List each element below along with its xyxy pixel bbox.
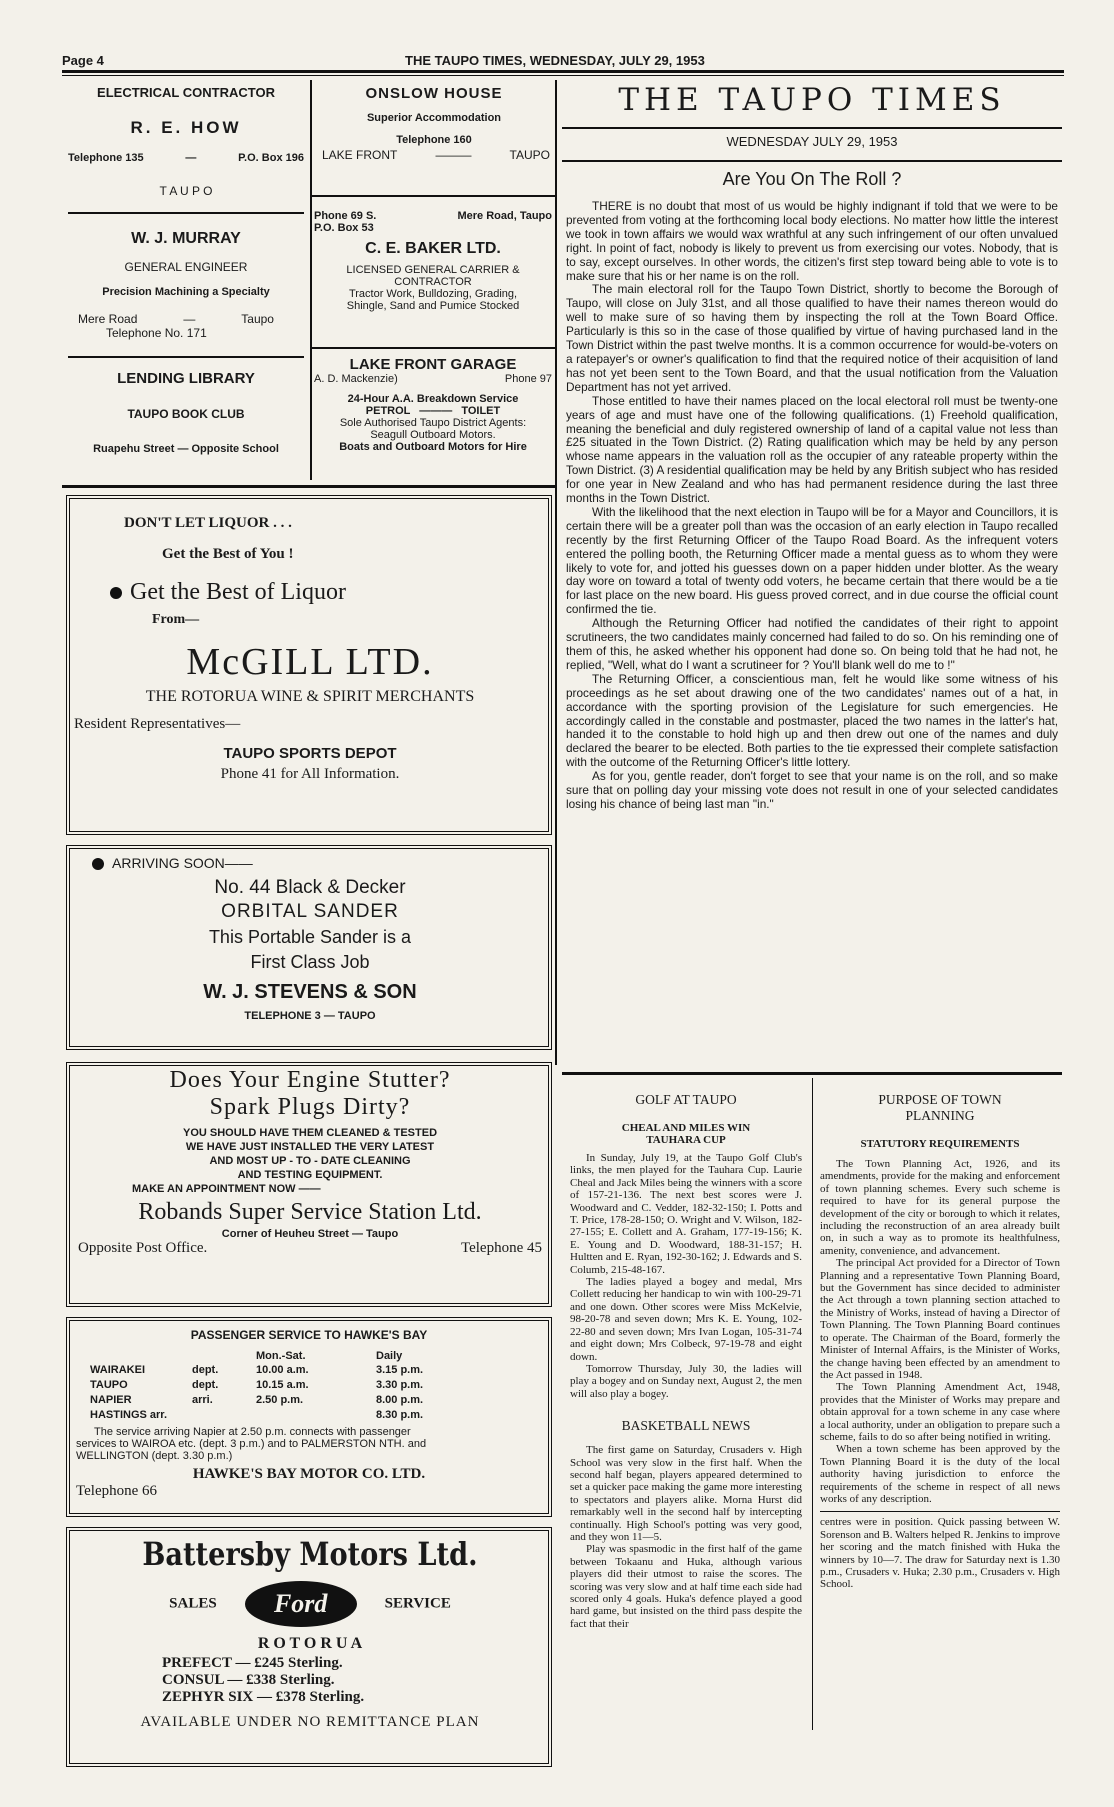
editorial-headline: Are You On The Roll ? [722, 169, 902, 189]
planning-sub: STATUTORY REQUIREMENTS [860, 1138, 1020, 1150]
paragraph: THERE is no doubt that most of us would be highly indignant if told that we were to be prevented from voting at the forthcoming local body elections. No matter how little the interest we took in town affairs we would wax wrathful at any such infringement of our often unvalued right. In point of fact, nobody is likely to prevent us from exercising our votes. Nobody, that is to say, except ourselves. In other words, the citizen's first step toward being able to vote is to make sure that his or her name is on the roll. [566, 199, 1058, 283]
murray-address: Mere Road [78, 312, 138, 326]
paragraph: The Town Planning Act, 1926, and its amendments, provide for the making and enforcement of town planning schemes. Every such scheme is required to have for its general purpose the development of the city or borough to which it relates, including the reconstruction of an area already built on, in such a way as to promote its healthfulness, amenity, convenience, and advancement. [820, 1158, 1060, 1257]
murray-dash: — [183, 312, 196, 326]
murray-name: W. J. MURRAY [131, 230, 241, 247]
paragraph: The main electoral roll for the Taupo Town District, shortly to become the Borough of Taupo, will close on July 31st, and all those qualified to have their names thereon would do well to make sure of so having them by inspecting the roll at the Town Board Office. Particularly is this so in the case of those qualified by virtue of having purchased land in the Town District within the past twelve months. It is a common occurrence for would-be-voters on a ratepayer's or owner's qualification to find that the required notice of their acquisition of land has not yet been sent to the Town Board, and that the usual notification from the Valuation Department has not yet arrived. [566, 282, 1058, 394]
paragraph: As for you, gentle reader, don't forget to see that your name is on the roll, and so make sure that on polling day your missing vote does not result in one of your selected candidates losing his chance of being last man "in." [566, 769, 1058, 811]
onslow-tagline: Superior Accommodation [366, 112, 502, 124]
stevens-line4: This Portable Sander is a [208, 927, 412, 947]
baker-address: Mere Road, Taupo [457, 210, 552, 222]
robands-line1: Does Your Engine Stutter? [169, 1067, 451, 1093]
mcgill-line4: From— [152, 612, 200, 627]
stevens-line5: First Class Job [250, 952, 370, 972]
divider [820, 1511, 1060, 1512]
stevens-ad-content [74, 855, 546, 1022]
golf-title: GOLF AT TAUPO [635, 1092, 737, 1107]
paragraph: Play was spasmodic in the first half of the game between Tokaanu and Huka, although various players did their utmost to raise the scores. The scoring was very slow and at half time each side had scored only 4 goals. Huka's defence played a good hard game, but insisted on the third pass despite the fact that their [570, 1543, 802, 1630]
electrical-name: R. E. HOW [130, 118, 242, 137]
paragraph: The ladies played a bogey and medal, Mrs Collett reducing her handicap to win with 100-29-71 and one down. Other scores were Miss McKelvie, 98-20-78 and seven down; Mrs K. E. Young, 102-22-80 and seven down; Mrs Ivan Logan, 105-31-74 and eight down; Mrs Colbeck, 97-19-78 and eight down. [570, 1276, 802, 1363]
basketball-body [570, 1444, 802, 1630]
timetable-t2: 8.00 p.m. [376, 1394, 424, 1406]
onslow-name: ONSLOW HOUSE [365, 85, 503, 102]
battersby-service: SERVICE [384, 1595, 451, 1612]
robands-line2: Spark Plugs Dirty? [209, 1094, 411, 1120]
divider [562, 127, 1062, 129]
golf-body [570, 1152, 802, 1400]
robands-corner: Corner of Heuheu Street — Taupo [221, 1228, 399, 1240]
stevens-line3: ORBITAL SANDER [221, 901, 399, 922]
battersby-city: R O T O R U A [257, 1635, 363, 1652]
planning-title1: PURPOSE OF TOWN [878, 1092, 1002, 1107]
timetable-kind: arri. [192, 1394, 213, 1406]
paragraph: Although the Returning Officer had notified the candidates of their right to appoint scrutineers, the two candidates mainly concerned had failed to do so. On his reminding one of them of this, he asked whether his opponent had done so. On being told that he had not, he replied, "Well, what do I want a scrutineer for ? You'll blank well do me to !" [566, 616, 1058, 672]
murray-specialty: Precision Machining a Specialty [102, 286, 270, 298]
timetable-t2: 8.30 p.m. [376, 1409, 424, 1421]
planning-body [820, 1158, 1060, 1505]
garage-service: 24-Hour A.A. Breakdown Service [347, 393, 519, 405]
stevens-line2: No. 44 Black & Decker [214, 877, 406, 898]
mcgill-phone: Phone 41 for All Information. [220, 766, 400, 782]
planning-title2: PLANNING [905, 1108, 975, 1123]
basketball-title: BASKETBALL NEWS [621, 1418, 751, 1434]
timetable-row [76, 1409, 542, 1424]
mcgill-sub: THE ROTORUA WINE & SPIRIT MERCHANTS [145, 688, 475, 705]
robands-ad-content [78, 1067, 542, 1257]
timetable-place: TAUPO [90, 1379, 128, 1391]
masthead-title: THE TAUPO TIMES, WEDNESDAY, JULY 29, 1953 [405, 53, 705, 68]
paragraph: The principal Act provided for a Director of Town Planning and a representative Town Planning Board, but the Government has since decided to administer the Act through a town planning section attached to the Ministry of Works, instead of having a Director of Town Planning. The Town Planning Board continues to operate. The Chairman of the Board, formerly the Minister of Internal Affairs, is the Minister of Works, the change having been effected by an amendment to the Act passed in 1948. [820, 1257, 1060, 1381]
robands-line4: WE HAVE JUST INSTALLED THE VERY LATEST [185, 1141, 435, 1153]
electrical-phone: Telephone 135 [68, 152, 144, 164]
planning-article [820, 1092, 1060, 1591]
masthead-rule [62, 70, 1064, 73]
garage-owner: A. D. Mackenzie) [314, 373, 398, 385]
divider [562, 160, 1062, 162]
battersby-name: Battersby Motors Ltd. [142, 1535, 478, 1573]
robands-phone: Telephone 45 [460, 1240, 542, 1256]
electrical-dash: — [185, 152, 197, 164]
garage-dash: ——— [419, 405, 453, 417]
electrical-contractor-ad [68, 85, 304, 198]
mcgill-rep: Resident Representatives— [74, 716, 241, 732]
column-divider [812, 1078, 813, 1730]
onslow-house-ad [318, 85, 550, 162]
timetable [76, 1364, 542, 1424]
battersby-p1: PREFECT — £245 Sterling. [162, 1655, 343, 1671]
hawkes-bay-content [76, 1328, 542, 1500]
timetable-t1: 10.15 a.m. [256, 1379, 309, 1391]
paragraph: The first game on Saturday, Crusaders v. High School was very slow in the first half. When the second half began, players appeared determined to set a quicker pace making the game more interesting to spectators and players alike. Morna Hurst did remarkably well in the second half by intercepting continually. High School's potting was very good, and they won 11—5. [570, 1444, 802, 1543]
murray-town: Taupo [241, 312, 274, 326]
baker-line4: Shingle, Sand and Pumice Stocked [346, 300, 520, 312]
timetable-row [76, 1364, 542, 1379]
battersby-p3: ZEPHYR SIX — £378 Sterling. [162, 1689, 365, 1705]
mcgill-depot: TAUPO SPORTS DEPOT [223, 745, 397, 762]
paragraph: Tomorrow Thursday, July 30, the ladies will play a bogey and on Sunday next, August 2, the men will also play a bogey. [570, 1362, 802, 1400]
hawkes-heading: PASSENGER SERVICE TO HAWKE'S BAY [190, 1328, 428, 1342]
hawkes-phone: Telephone 66 [76, 1483, 158, 1499]
baker-line2: CONTRACTOR [394, 276, 472, 288]
hawkes-note2: services to WAIROA etc. (dept. 3 p.m.) and to PALMERSTON NTH. and [76, 1438, 427, 1450]
mcgill-name: McGILL LTD. [186, 641, 434, 683]
timetable-row [76, 1394, 542, 1409]
divider [68, 212, 304, 214]
electrical-town: T A U P O [159, 184, 213, 198]
garage-agents1: Sole Authorised Taupo District Agents: [339, 417, 527, 429]
hawkes-name: HAWKE'S BAY MOTOR CO. LTD. [192, 1466, 426, 1482]
stevens-line1: ARRIVING SOON—— [112, 855, 253, 871]
garage-phone: Phone 97 [504, 373, 552, 385]
robands-line6: AND TESTING EQUIPMENT. [237, 1169, 383, 1181]
page-number: Page 4 [62, 53, 104, 68]
editorial-body [566, 200, 1058, 812]
divider [62, 485, 555, 488]
garage-toilet: TOILET [461, 405, 501, 417]
paragraph: In Sunday, July 19, at the Taupo Golf Club's links, the men played for the Tauhara Cup. Laurie Cheal and Jack Miles being the winners with a score of 157-21-136. The next best scores were J. Woodward and C. Vedder, 182-32-150; I. Potts and T. Price, 178-28-150; O. Wright and V. Wilson, 182-27-155; E. Collett and A. Graham, 177-19-156; K. E. Young and D. Woodward, 188-31-157; H. Hultten and E. Ryan, 192-30-162; J. Edwards and S. Columb, 215-48-167. [570, 1152, 802, 1276]
timetable-place: WAIRAKEI [90, 1364, 145, 1376]
baker-ad [314, 210, 552, 312]
onslow-dash: ——— [435, 148, 472, 162]
timetable-place: NAPIER [90, 1394, 132, 1406]
garage-agents2: Seagull Outboard Motors. [370, 429, 496, 441]
column-divider [555, 80, 557, 1065]
column-divider [310, 80, 312, 480]
bullet-icon [110, 587, 122, 599]
paragraph: The Town Planning Amendment Act, 1948, provides that the Minister of Works may prepare and obtain approval for a town scheme in any case where a local authority, under an obligation to prepare such a scheme, fails to do so after being notified in writing. [820, 1381, 1060, 1443]
timetable-t1: 2.50 p.m. [256, 1394, 304, 1406]
timetable-row [76, 1379, 542, 1394]
paragraph: When a town scheme has been approved by the Town Planning Board it is the duty of the local authority having jurisdiction to enforce the requirements of the scheme in respect of all news works of any description. [820, 1443, 1060, 1505]
divider [68, 356, 304, 358]
onslow-location: LAKE FRONT [322, 148, 398, 162]
masthead-rule-thin [62, 75, 1064, 76]
divider [312, 347, 555, 349]
murray-phone: Telephone No. 171 [106, 326, 207, 340]
hawkes-note3: WELLINGTON (dept. 3.30 p.m.) [76, 1450, 233, 1462]
mcgill-ad-content [74, 515, 546, 783]
hawkes-note1: The service arriving Napier at 2.50 p.m. connects with passenger [94, 1426, 411, 1438]
library-address: Ruapehu Street — Opposite School [93, 443, 279, 455]
baker-line3: Tractor Work, Bulldozing, Grading, [348, 288, 518, 300]
garage-name: LAKE FRONT GARAGE [349, 356, 517, 373]
baker-box: P.O. Box 53 [314, 222, 374, 234]
garage-hire: Boats and Outboard Motors for Hire [339, 441, 527, 453]
timetable-t1: 10.00 a.m. [256, 1364, 309, 1376]
mcgill-line2: Get the Best of You ! [162, 546, 294, 562]
electrical-heading: ELECTRICAL CONTRACTOR [97, 85, 275, 100]
robands-line3: YOU SHOULD HAVE THEM CLEANED & TESTED [182, 1127, 438, 1139]
ford-logo: Ford [245, 1581, 357, 1627]
timetable-kind: dept. [192, 1379, 219, 1391]
editorial-date: WEDNESDAY JULY 29, 1953 [726, 134, 898, 149]
lake-front-garage-ad [314, 356, 552, 453]
library-ad [68, 370, 304, 455]
divider [562, 1072, 1062, 1075]
mcgill-line3: Get the Best of Liquor [130, 579, 346, 605]
divider [312, 195, 555, 197]
timetable-kind: dept. [192, 1364, 219, 1376]
paragraph: With the likelihood that the next election in Taupo will be for a Mayor and Councillors, it is certain there will be a greater poll than was the occasion of an early election in Taupo recalled recently by the first Returning Officer of the Taupo Road Board. As the infrequent voters entered the polling booth, the Returning Officer made a mental guess as to whom they were likely to vote for, and jotted his guesses down on a paper hidden under blotter. As the weary day wore on toward a total of twenty odd voters, he became certain that there would be a tie for last place on the new board. His guess proved correct, and in due course the official count confirmed the tie. [566, 504, 1058, 617]
golf-article [570, 1092, 802, 1630]
paragraph: Those entitled to have their names placed on the local electoral roll must be twenty-one years of age and must have one of the following qualifications. (1) Freehold qualification, meaning the beneficial and duly registered ownership of land of a capital value not less than £25 situated in the Town District. (2) Rating qualification which may be held by any person whose name appears in the valuation roll as the occupier of any rateable property within the Town District. (3) A residential qualification may be held by any British subject who has resided for one year in New Zealand and who has had permanent residence during the last three months in the Town District. [566, 393, 1058, 506]
hawkes-col2: Daily [376, 1350, 403, 1362]
timetable-place: HASTINGS arr. [90, 1409, 168, 1421]
battersby-footer: AVAILABLE UNDER NO REMITTANCE PLAN [140, 1714, 480, 1730]
baker-line1: LICENSED GENERAL CARRIER & [346, 264, 520, 276]
timetable-t2: 3.15 p.m. [376, 1364, 424, 1376]
murray-trade: GENERAL ENGINEER [124, 260, 248, 274]
paragraph: The Returning Officer, a conscientious man, felt he would like some witness of his proceedings as he set about drawing one of the two candidates' names out of a hat, in accordance with the sporting provision of the Legislature for such emergencies. He accordingly called in the constable and postmaster, placed the two names in the latter's hat, handed it to the constable to hold high up and then drew out one of the names and duly declared the bearer to be elected. Both parties to the tie expressed their complete satisfaction with the outcome of the Returning Officer's little lottery. [566, 671, 1058, 770]
robands-name: Robands Super Service Station Ltd. [138, 1199, 482, 1225]
robands-line7: MAKE AN APPOINTMENT NOW —— [132, 1183, 321, 1195]
basketball-continued: centres were in position. Quick passing between W. Sorenson and B. Walters helped R. Jenkins to improve her scoring and the match finished with Huka the winners by 10—7. The draw for Saturday next is 1.30 p.m., Crusaders v. Huka; 2.30 p.m., Crusaders v. High School. [820, 1516, 1060, 1591]
murray-ad [68, 230, 304, 340]
baker-phone: Phone 69 S. [314, 210, 377, 222]
mcgill-line1: DON'T LET LIQUOR . . . [124, 515, 292, 531]
baker-name: C. E. BAKER LTD. [365, 240, 501, 257]
golf-sub2: TAUHARA CUP [646, 1134, 726, 1146]
battersby-sales: SALES [169, 1595, 217, 1612]
bullet-icon [92, 858, 104, 870]
onslow-town: TAUPO [509, 148, 550, 162]
battersby-content [74, 1535, 546, 1731]
stevens-name: W. J. STEVENS & SON [203, 981, 417, 1003]
garage-petrol: PETROL [365, 405, 411, 417]
electrical-box: P.O. Box 196 [238, 152, 304, 164]
library-name: LENDING LIBRARY [117, 370, 255, 387]
hawkes-col1: Mon.-Sat. [256, 1350, 306, 1362]
robands-opposite: Opposite Post Office. [78, 1240, 208, 1256]
onslow-phone: Telephone 160 [396, 134, 472, 146]
library-club: TAUPO BOOK CLUB [127, 407, 245, 421]
battersby-p2: CONSUL — £338 Sterling. [162, 1672, 335, 1688]
robands-line5: AND MOST UP - TO - DATE CLEANING [209, 1155, 411, 1167]
stevens-phone: TELEPHONE 3 — TAUPO [244, 1010, 376, 1022]
timetable-t2: 3.30 p.m. [376, 1379, 424, 1391]
golf-sub1: CHEAL AND MILES WIN [621, 1122, 751, 1134]
editorial-nameplate: THE TAUPO TIMES [618, 82, 1006, 118]
